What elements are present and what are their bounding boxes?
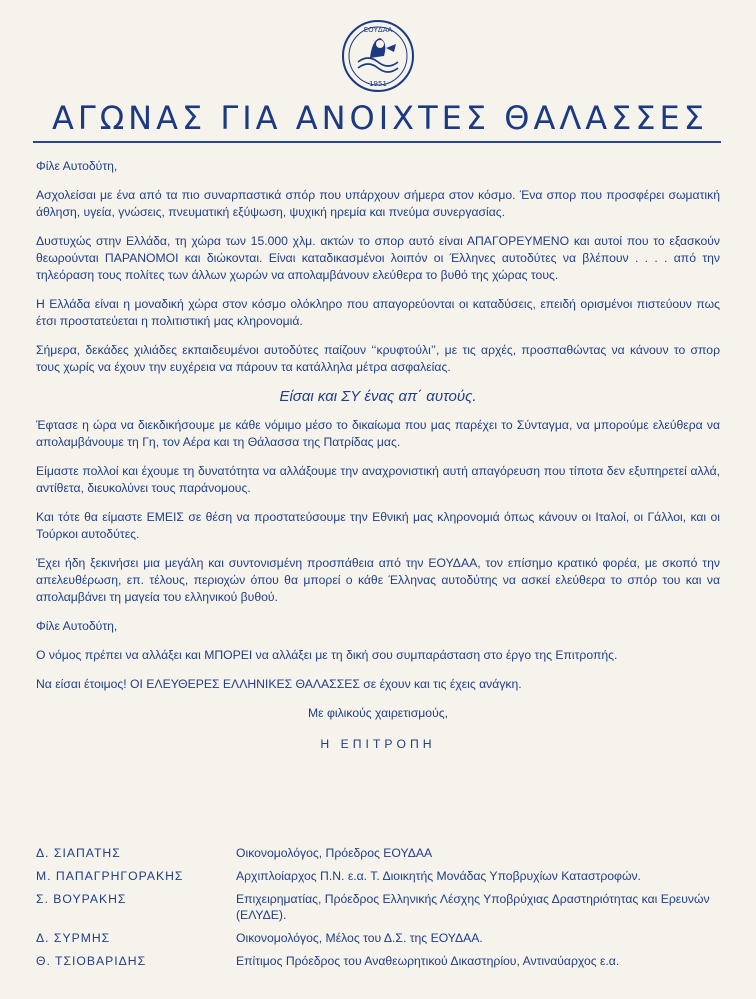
paragraph-3: Η Ελλάδα είναι η μοναδική χώρα στον κόσμο ολόκληρο που απαγορεύονται οι καταδύσεις, επειδή ορισμένοι πιστεύουν πως έτσι προστατεύεται η πολιτιστική μας κληρονομιά.	[36, 297, 720, 328]
paragraph-1: Ασχολείσαι με ένα από τα πιο συναρπαστικά σπόρ που υπάρχουν σήμερα στον κόσμο. Ένα σπορ που προσφέρει σωματική άθληση, υγεία, γνώσεις, πνευματική εξύψωση, ψυχική ηρεμία και πνεύμα συνεργασίας.	[36, 188, 720, 219]
paragraph-4: Σήμερα, δεκάδες χιλιάδες εκπαιδευμένοι αυτοδύτες παίζουν ‘‘κρυφτούλι’’, με τις αρχές, προσπαθώντας να κάνουν το σπορ τους χωρίς να έχουν την ευχέρεια να πάρουν τα κατάλληλα μέτρα ασφαλείας.	[36, 343, 720, 374]
title-underline	[33, 141, 721, 143]
paragraph-9: Ο νόμος πρέπει να αλλάξει και ΜΠΟΡΕΙ να αλλάξει με τη δική σου συμπαράσταση στο έργο της Επιτροπής.	[36, 648, 618, 662]
paragraph-5: Έφτασε η ώρα να διεκδικήσουμε με κάθε νόμιμο μέσο το δικαίωμα που μας παρέχει το Σύνταγμα, να μπορούμε ελεύθερα να απολαμβάνουμε τη Γη, τον Αέρα και τη Θάλασσα της Πατρίδας μας.	[36, 418, 720, 449]
paragraph-8: Έχει ήδη ξεκινήσει μια μεγάλη και συντονισμένη προσπάθεια από την ΕΟΥΔΑΑ, τον επίσημο κρατικό φορέα, με σκοπό την απελευθέρωση, επ. τέλους, περιοχών όπου θα μπορεί ο κάθε Έλληνας αυτοδύτης να ασκεί ελεύθερα το σπόρ του και να απολαμβάνει τη μαγεία του ελληνικού βυθού.	[36, 556, 720, 604]
letter-body	[36, 158, 720, 765]
second-greeting: Φίλε Αυτοδύτη,	[36, 619, 118, 633]
association-seal-logo	[340, 18, 416, 94]
signatory-name: Σ. ΒΟΥΡΑΚΗΣ	[36, 892, 127, 906]
document-title: ΑΓΩΝΑΣ ΓΙΑ ΑΝΟΙΧΤΕΣ ΘΑΛΑΣΣΕΣ	[52, 99, 708, 137]
paragraph-10: Να είσαι έτοιμος! ΟΙ ΕΛΕΥΘΕΡΕΣ ΕΛΛΗΝΙΚΕΣ ΘΑΛΑΣΣΕΣ σε έχουν και τις έχεις ανάγκη.	[36, 677, 522, 691]
greeting: Φίλε Αυτοδύτη,	[36, 159, 118, 173]
signatory-row	[36, 891, 726, 923]
signatory-name: Δ. ΣΙΑΠΑΤΗΣ	[36, 846, 121, 860]
signatory-name: Μ. ΠΑΠΑΓΡΗΓΟΡΑΚΗΣ	[36, 869, 184, 883]
signatory-role: Αρχιπλοίαρχος Π.Ν. ε.α. Τ. Διοικητής Μονάδας Υποβρυχίων Καταστροφών.	[236, 869, 641, 883]
signatory-role: Επιχειρηματίας, Πρόεδρος Ελληνικής Λέσχης Υποβρύχιας Δραστηριότητας και Ερευνών (ΕΛΥΔΕ).	[236, 892, 710, 922]
paragraph-7: Και τότε θα είμαστε ΕΜΕΙΣ σε θέση να προστατεύσουμε την Εθνική μας κληρονομιά όπως κάνουν οι Ιταλοί, οι Γάλλοι, και οι Τούρκοι αυτοδύτες.	[36, 510, 720, 541]
signatory-role: Οικονομολόγος, Πρόεδρος ΕΟΥΔΑΑ	[236, 846, 433, 860]
signatory-role: Επίτιμος Πρόεδρος του Αναθεωρητικού Δικαστηρίου, Αντιναύαρχος ε.α.	[236, 954, 620, 968]
signatory-row	[36, 953, 726, 969]
signatory-role: Οικονομολόγος, Μέλος του Δ.Σ. της ΕΟΥΔΑΑ.	[236, 931, 483, 945]
seal-year: 1951	[369, 80, 387, 88]
signatory-name: Θ. ΤΣΙΟΒΑΡΙΔΗΣ	[36, 954, 147, 968]
paragraph-2: Δυστυχώς στην Ελλάδα, τη χώρα των 15.000 χλμ. ακτών το σπορ αυτό είναι ΑΠΑΓΟΡΕΥΜΕΝΟ και αυτοί που το εξασκούν θεωρούνται ΠΑΡΑΝΟΜΟΙ και διώκονται. Είναι καταδικασμένοι λοιπόν οι Έλληνες αυτοδύτες να βλέπουν . . . . από την τηλεόραση τους πολίτες των άλλων χωρών να απολαμβάνουν ελεύθερα το βυθό της χώρας τους.	[36, 234, 720, 282]
committee-heading: Η ΕΠΙΤΡΟΠΗ	[320, 737, 436, 751]
seal-lettering: ΕΟΥΔΑΑ	[363, 26, 393, 34]
signoff: Με φιλικούς χαιρετισμούς,	[308, 706, 448, 720]
signatories-list	[36, 845, 726, 976]
signatory-row	[36, 868, 726, 884]
signatory-row	[36, 845, 726, 861]
signatory-row	[36, 930, 726, 946]
emphasis-line: Είσαι και ΣΥ ένας απ΄ αυτούς.	[279, 388, 477, 405]
signatory-name: Δ. ΣΥΡΜΗΣ	[36, 931, 111, 945]
paragraph-6: Είμαστε πολλοί και έχουμε τη δυνατότητα να αλλάξουμε την αναχρονιστική αυτή απαγόρευση που τίποτα δεν εξυπηρετεί αλλά, αντίθετα, διευκολύνει τους παράνομους.	[36, 464, 720, 495]
